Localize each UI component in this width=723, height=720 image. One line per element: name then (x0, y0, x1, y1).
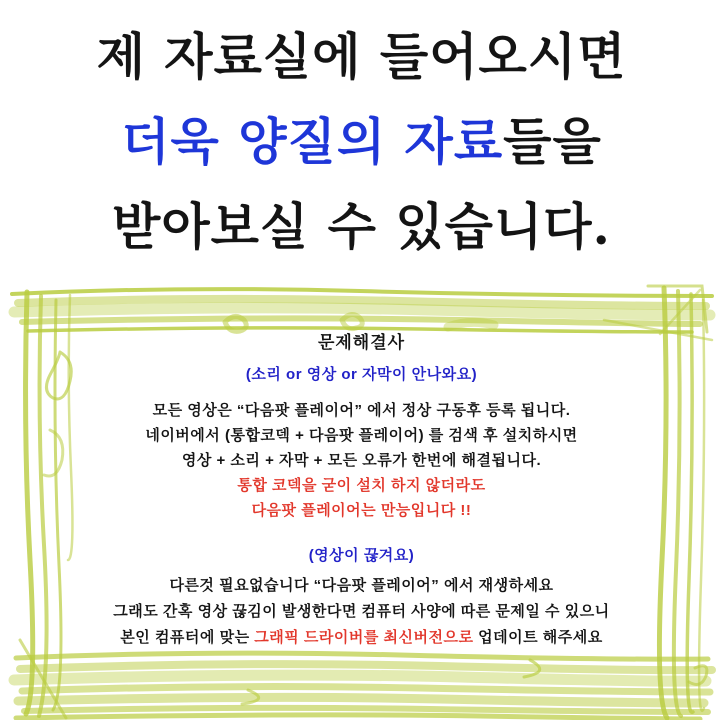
video-stutter-section (40, 545, 683, 651)
audio-red-note-2: 다음팟 플레이어는 만능입니다 !! (251, 502, 472, 519)
video-line-3-red-emphasis: 그래픽 드라이버를 최신버전으로 (254, 629, 474, 646)
video-line-3-suffix: 업데이트 해주세요 (473, 629, 603, 646)
audio-instruction-line-1: 모든 영상은 “다음팟 플레이어” 에서 정상 구동후 등록 됩니다. (152, 402, 571, 419)
audio-red-note-1: 통합 코덱을 굳이 설치 하지 않더라도 (237, 477, 486, 494)
video-line-3-prefix: 본인 컴퓨터에 맞는 (120, 629, 255, 646)
audio-instruction-line-3: 영상 + 소리 + 자막 + 모든 오류가 한번에 해결됩니다. (181, 452, 542, 469)
heading-line-2-rest: 들을 (503, 112, 602, 171)
video-instruction-line-1: 다른것 필요없습니다 “다음팟 플레이어” 에서 재생하세요 (169, 577, 554, 594)
heading-line-3: 받아보실 수 있습니다. (112, 197, 611, 256)
audio-instruction-line-2: 네이버에서 (통합코덱 + 다음팟 플레이어) 를 검색 후 설치하시면 (145, 427, 578, 444)
troubleshooter-panel (40, 332, 683, 651)
audio-issue-subtitle: (소리 or 영상 or 자막이 안나와요) (245, 366, 478, 383)
video-instruction-line-3 (40, 625, 683, 651)
section-gap (40, 523, 683, 545)
panel-title: 문제해결사 (317, 333, 406, 352)
audio-issue-section (40, 364, 683, 523)
heading-line-2-accent: 더욱 양질의 자료 (121, 112, 504, 171)
heading-line-2 (0, 99, 723, 184)
video-instruction-line-2: 그래도 간혹 영상 끊김이 발생한다면 컴퓨터 사양에 따른 문제일 수 있으니 (113, 603, 610, 620)
intro-heading (0, 14, 723, 269)
heading-line-1: 제 자료실에 들어오시면 (96, 27, 627, 86)
video-stutter-subtitle: (영상이 끊겨요) (308, 547, 415, 564)
